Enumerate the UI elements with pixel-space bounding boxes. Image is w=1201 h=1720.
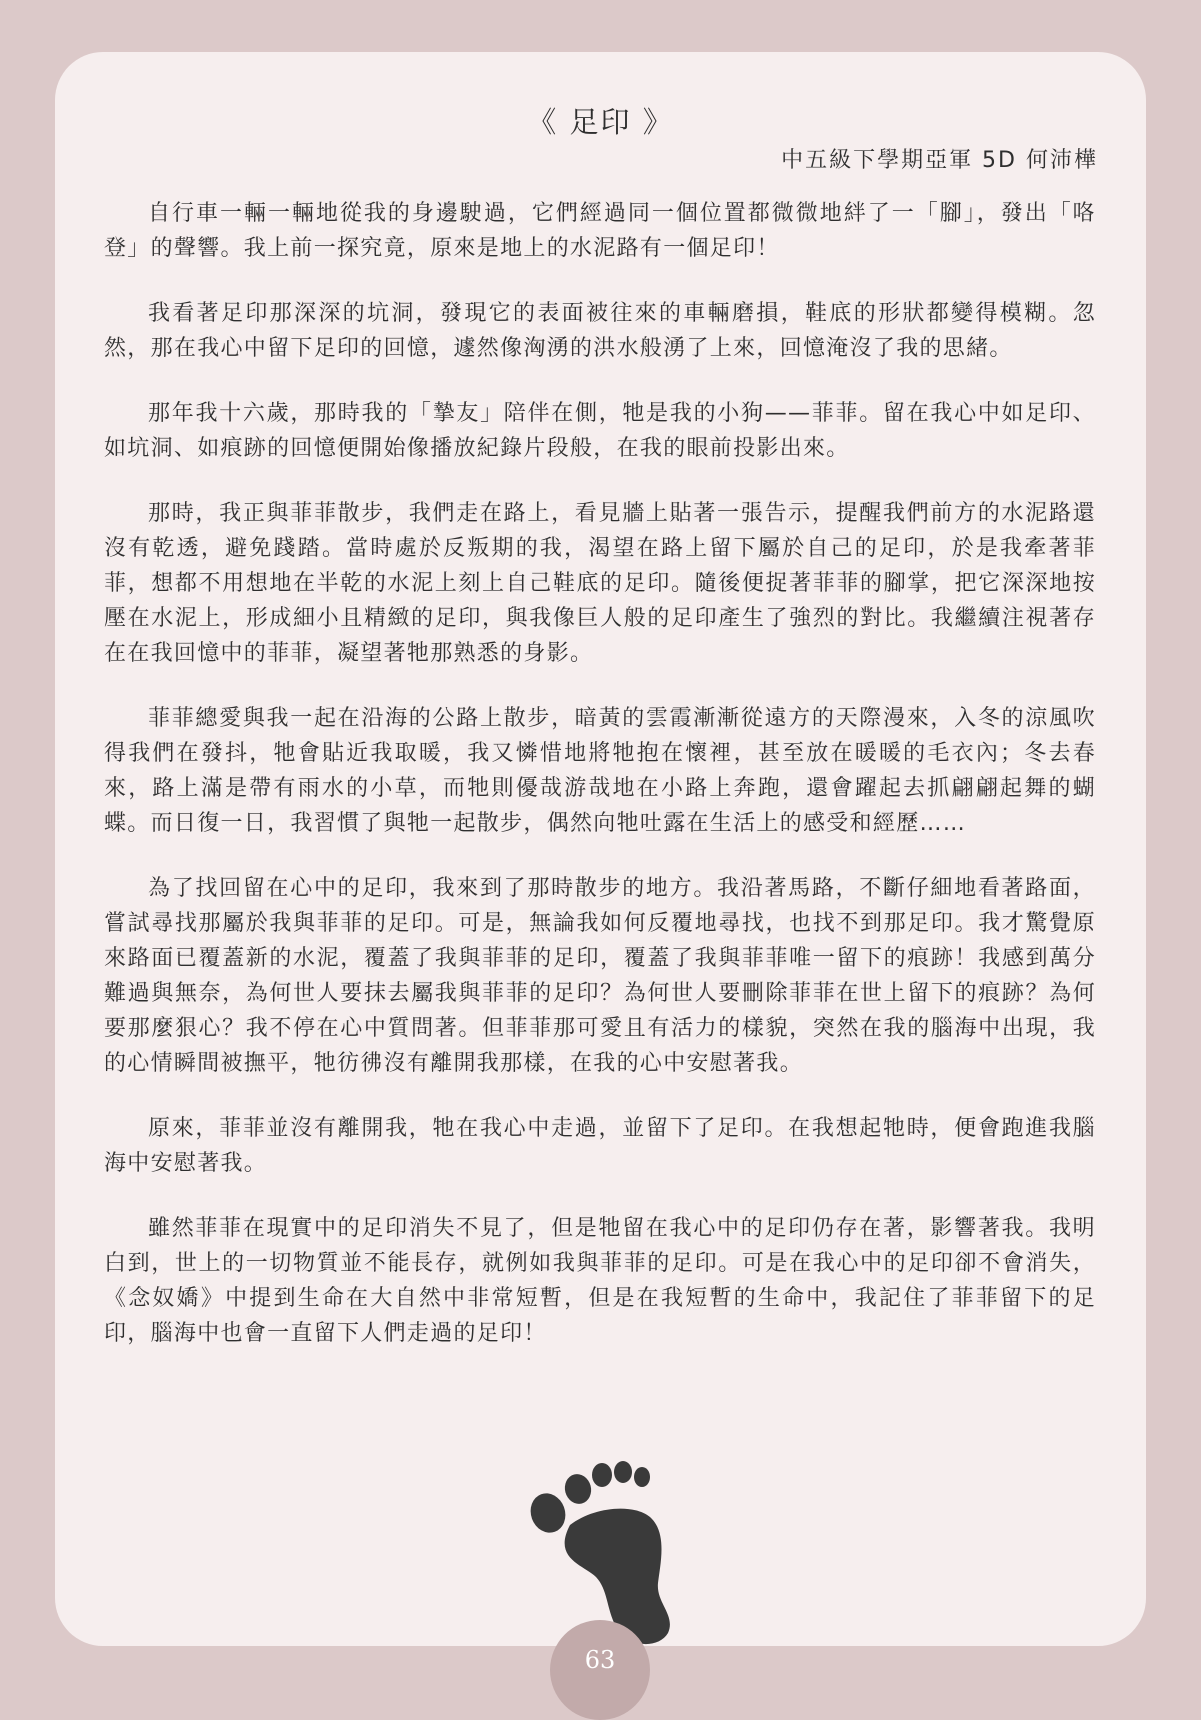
author-byline: 中五級下學期亞軍 5D 何沛樺 xyxy=(781,148,1098,173)
essay-body xyxy=(104,196,1096,1381)
footprint-icon xyxy=(508,1455,688,1645)
paragraph: 那年我十六歲，那時我的「摯友」陪伴在側，牠是我的小狗——菲菲。留在我心中如足印、如坑洞、如痕跡的回憶便開始像播放紀錄片段般，在我的眼前投影出來。 xyxy=(104,401,1096,461)
paragraph: 為了找回留在心中的足印，我來到了那時散步的地方。我沿著馬路，不斷仔細地看著路面，嘗試尋找那屬於我與菲菲的足印。可是，無論我如何反覆地尋找，也找不到那足印。我才驚覺原來路面已覆蓋新的水泥，覆蓋了我與菲菲的足印，覆蓋了我與菲菲唯一留下的痕跡！我感到萬分難過與無奈，為何世人要抹去屬我與菲菲的足印？為何世人要刪除菲菲在世上留下的痕跡？為何要那麼狠心？我不停在心中質問著。但菲菲那可愛且有活力的樣貌，突然在我的腦海中出現，我的心情瞬間被撫平，牠彷彿沒有離開我那樣，在我的心中安慰著我。 xyxy=(104,876,1096,1076)
paragraph: 自行車一輛一輛地從我的身邊駛過，它們經過同一個位置都微微地絆了一「腳」，發出「咯登」的聲響。我上前一探究竟，原來是地上的水泥路有一個足印！ xyxy=(104,201,1096,261)
paragraph: 我看著足印那深深的坑洞，發現它的表面被往來的車輛磨損，鞋底的形狀都變得模糊。忽然，那在我心中留下足印的回憶，遽然像洶湧的洪水般湧了上來，回憶淹沒了我的思緒。 xyxy=(104,301,1096,361)
paragraph: 菲菲總愛與我一起在沿海的公路上散步，暗黃的雲霞漸漸從遠方的天際漫來，入冬的涼風吹得我們在發抖，牠會貼近我取暖，我又憐惜地將牠抱在懷裡，甚至放在暖暖的毛衣內；冬去春來，路上滿是帶有雨水的小草，而牠則優哉游哉地在小路上奔跑，還會躍起去抓翩翩起舞的蝴蝶。而日復一日，我習慣了與牠一起散步，偶然向牠吐露在生活上的感受和經歷…… xyxy=(104,706,1096,836)
paragraph: 原來，菲菲並沒有離開我，牠在我心中走過，並留下了足印。在我想起牠時，便會跑進我腦海中安慰著我。 xyxy=(104,1116,1096,1176)
paragraph: 那時，我正與菲菲散步，我們走在路上，看見牆上貼著一張告示，提醒我們前方的水泥路還沒有乾透，避免踐踏。當時處於反叛期的我，渴望在路上留下屬於自己的足印，於是我牽著菲菲，想都不用想地在半乾的水泥上刻上自己鞋底的足印。隨後便捉著菲菲的腳掌，把它深深地按壓在水泥上，形成細小且精緻的足印，與我像巨人般的足印產生了強烈的對比。我繼續注視著存在在我回憶中的菲菲，凝望著牠那熟悉的身影。 xyxy=(104,501,1096,666)
page-number: 63 xyxy=(584,1646,616,1674)
paragraph: 雖然菲菲在現實中的足印消失不見了，但是牠留在我心中的足印仍存在著，影響著我。我明白到，世上的一切物質並不能長存，就例如我與菲菲的足印。可是在我心中的足印卻不會消失，《念奴嬌》中提到生命在大自然中非常短暫，但是在我短暫的生命中，我記住了菲菲留下的足印，腦海中也會一直留下人們走過的足印！ xyxy=(104,1216,1096,1346)
essay-title: 《 足印 》 xyxy=(527,105,674,139)
